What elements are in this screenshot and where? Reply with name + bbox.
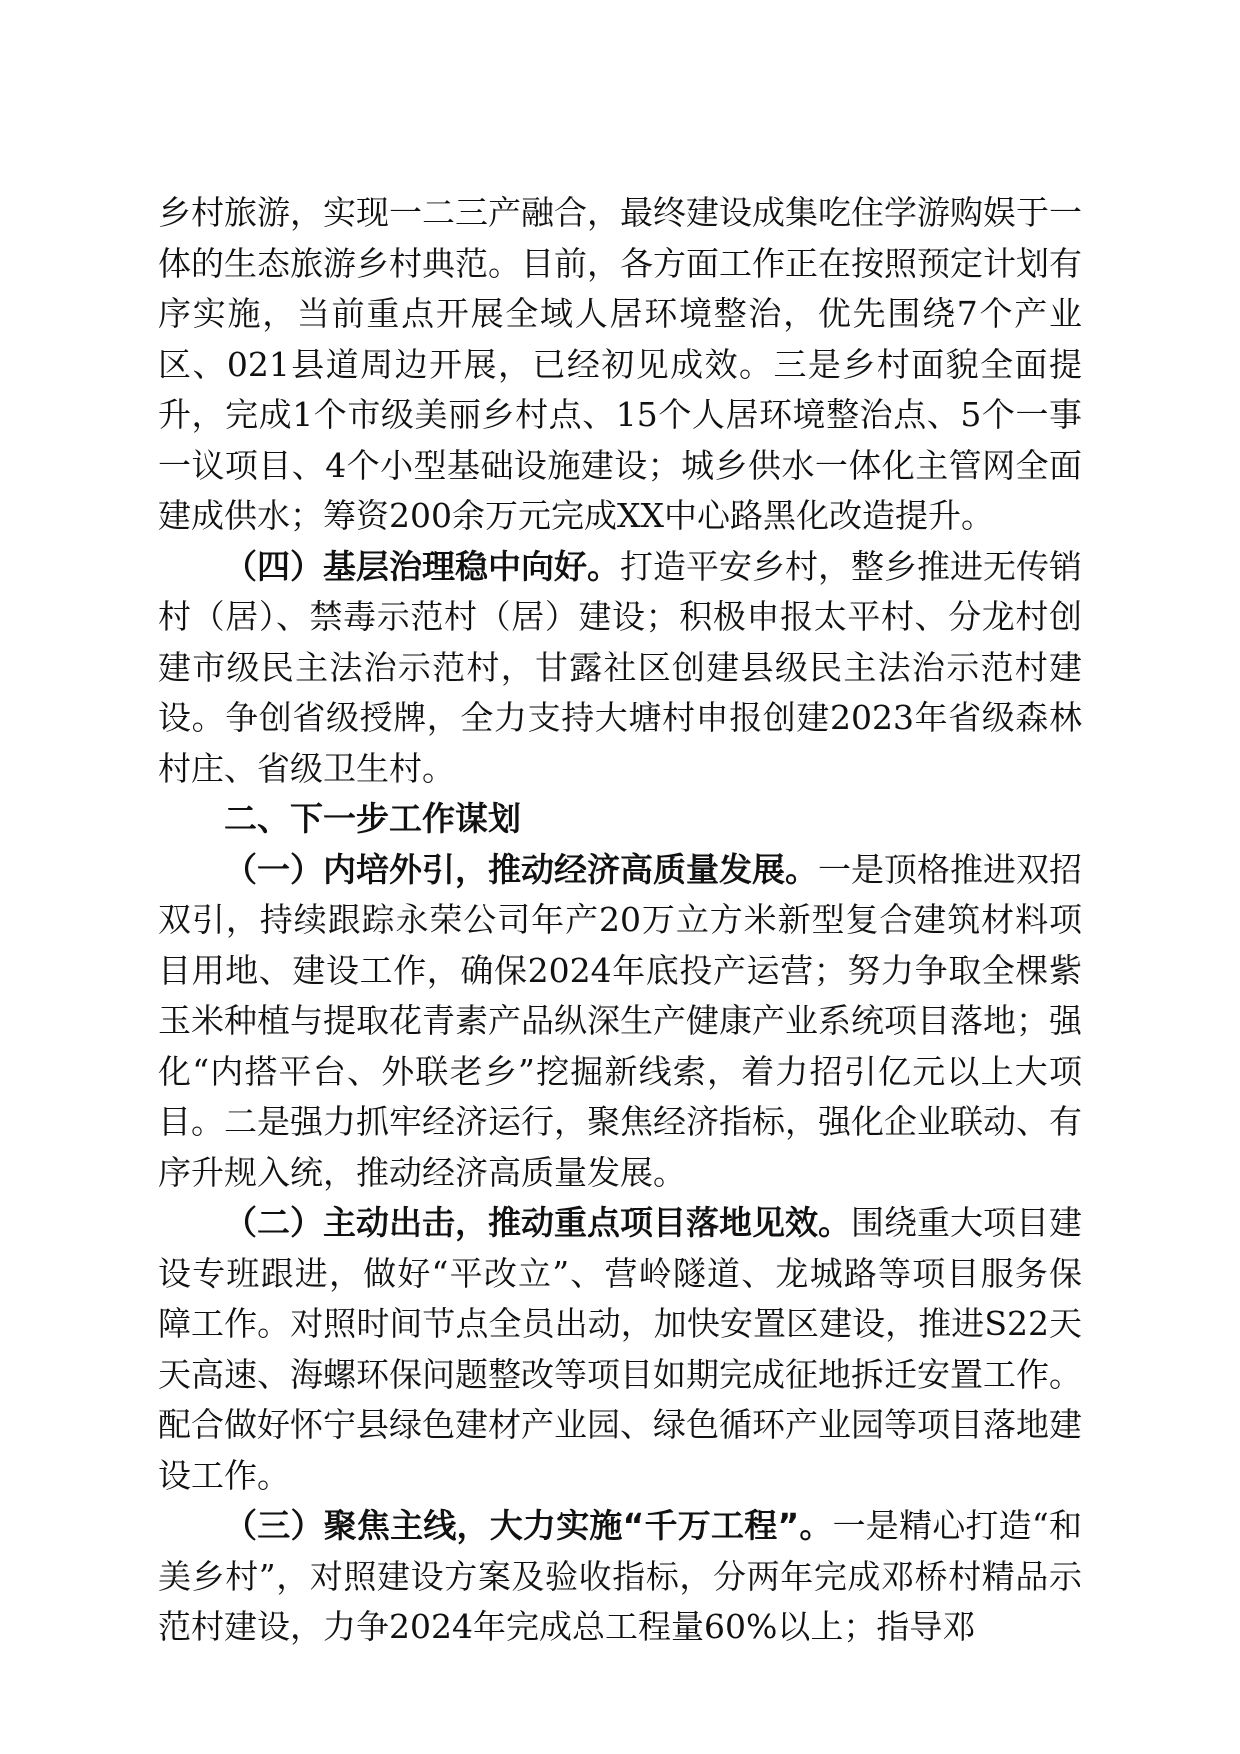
paragraph-grassroots-governance	[158, 542, 1082, 795]
paragraph-body: 一是顶格推进双招双引，持续跟踪永荣公司年产20万立方米新型复合建筑材料项目用地、建设工作，确保2024年底投产运营；努力争取全棵紫玉米种植与提取花青素产品纵深生产健康产业系统项目落地；强化“内搭平台、外联老乡”挖掘新线索，着力招引亿元以上大项目。二是强力抓牢经济运行，聚焦经济指标，强化企业联动、有序升规入统，推动经济高质量发展。	[158, 849, 1082, 1192]
paragraph-lead: （四）基层治理稳中向好。	[224, 546, 620, 586]
paragraph-body: 围绕重大项目建设专班跟进，做好“平改立”、营岭隧道、龙城路等项目服务保障工作。对照时间节点全员出动，加快安置区建设，推进S22天天高速、海螺环保问题整改等项目如期完成征地拆迁安置工作。配合做好怀宁县绿色建材产业园、绿色循环产业园等项目落地建设工作。	[158, 1203, 1082, 1495]
paragraph-plan-economy	[158, 845, 1082, 1199]
paragraph-lead: （三）聚焦主线，大力实施“千万工程”。	[224, 1506, 833, 1545]
document-body	[158, 188, 1082, 1653]
paragraph-body: 乡村旅游，实现一二三产融合，最终建设成集吃住学游购娱于一体的生态旅游乡村典范。目前，各方面工作正在按照预定计划有序实施，当前重点开展全域人居环境整治，优先围绕7个产业区、021县道周边开展，已经初见成效。三是乡村面貌全面提升，完成1个市级美丽乡村点、15个人居环境整治点、5个一事一议项目、4个小型基础设施建设；城乡供水一体化主管网全面建成供水；筹资200余万元完成XX中心路黑化改造提升。	[158, 193, 1082, 535]
paragraph-plan-projects	[158, 1198, 1082, 1501]
section-heading: 二、下一步工作谋划	[224, 799, 521, 838]
paragraph-lead: （二）主动出击，推动重点项目落地见效。	[224, 1203, 851, 1242]
paragraph-body: 打造平安乡村，整乡推进无传销村（居）、禁毒示范村（居）建设；积极申报太平村、分龙村创建市级民主法治示范村，甘露社区创建县级民主法治示范村建设。争创省级授牌，全力支持大塘村申报创建2023年省级森林村庄、省级卫生村。	[158, 546, 1082, 788]
paragraph-body: 一是精心打造“和美乡村”，对照建设方案及验收指标，分两年完成邓桥村精品示范村建设，力争2024年完成总工程量60%以上；指导邓	[158, 1506, 1082, 1646]
paragraph-plan-villages	[158, 1501, 1082, 1653]
paragraph-rural-tourism	[158, 188, 1082, 542]
paragraph-lead: （一）内培外引，推动经济高质量发展。	[224, 849, 818, 889]
